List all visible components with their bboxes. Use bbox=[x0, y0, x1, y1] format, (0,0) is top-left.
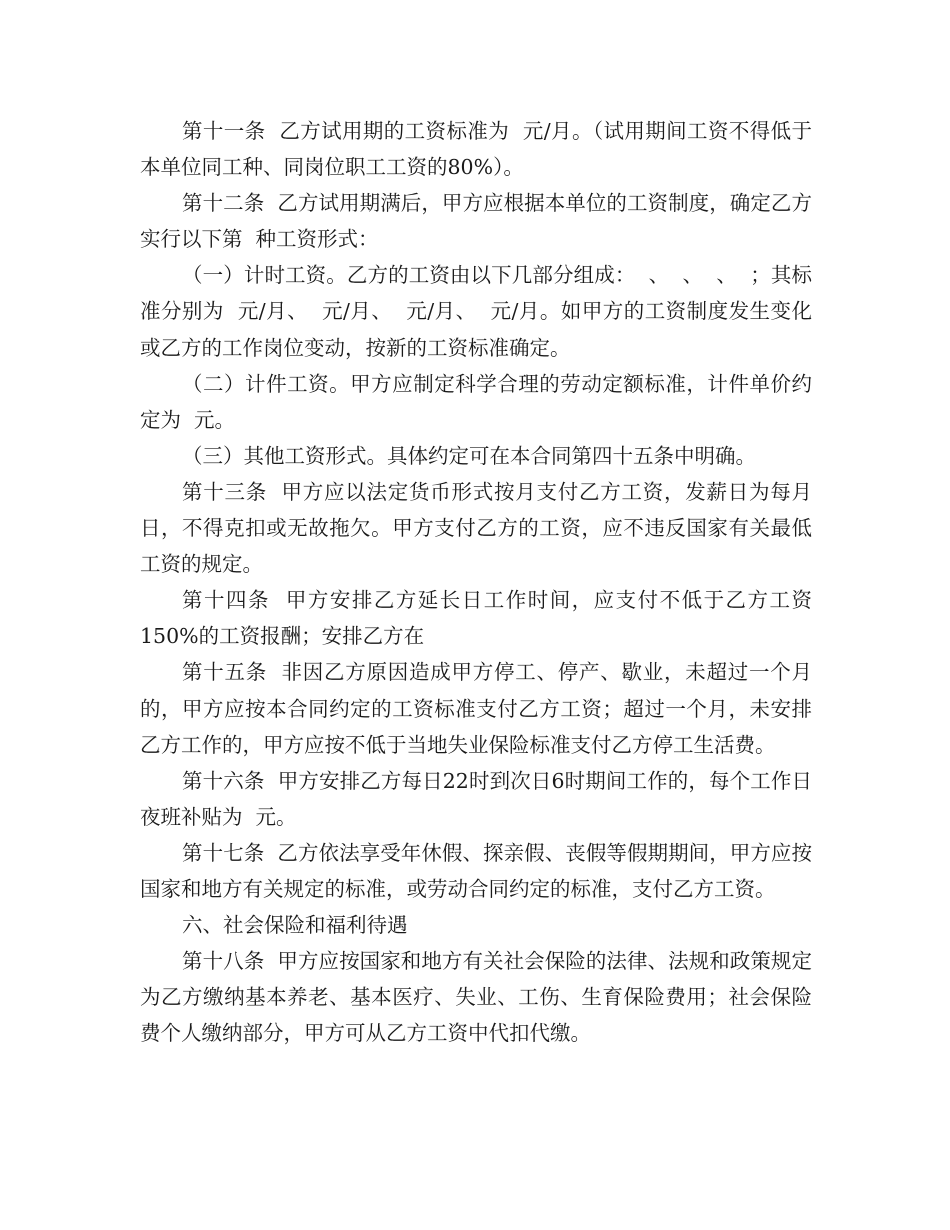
document-body bbox=[140, 113, 826, 1051]
section-heading-social-insurance: 六、社会保险和福利待遇 bbox=[182, 913, 408, 938]
article-11: 第十一条 乙方试用期的工资标准为 元/月。（试用期间工资不得低于本单位同工种、同岗位职工工资的80%）。 bbox=[140, 119, 812, 180]
article-15: 第十五条 非因乙方原因造成甲方停工、停产、歇业，未超过一个月的，甲方应按本合同约定的工资标准支付乙方工资；超过一个月，未安排乙方工作的，甲方应按不低于当地失业保险标准支付乙方停工生活费。 bbox=[140, 660, 812, 757]
article-14: 第十四条 甲方安排乙方延长日工作时间，应支付不低于乙方工资150%的工资报酬；安排乙方在 bbox=[140, 588, 812, 649]
clause-hourly-wage: （一）计时工资。乙方的工资由以下几部分组成： 、 、 、 ；其标准分别为 元/月、 元/月、 元/月、 元/月。如甲方的工资制度发生变化或乙方的工作岗位变动，按新的工资标准确定。 bbox=[140, 263, 812, 360]
article-12: 第十二条 乙方试用期满后，甲方应根据本单位的工资制度，确定乙方实行以下第 种工资形式： bbox=[140, 191, 812, 252]
article-17: 第十七条 乙方依法享受年休假、探亲假、丧假等假期期间，甲方应按国家和地方有关规定的标准，或劳动合同约定的标准，支付乙方工资。 bbox=[140, 840, 812, 901]
article-18: 第十八条 甲方应按国家和地方有关社会保险的法律、法规和政策规定为乙方缴纳基本养老、基本医疗、失业、工伤、生育保险费用；社会保险费个人缴纳部分，甲方可从乙方工资中代扣代缴。 bbox=[140, 949, 812, 1046]
article-16: 第十六条 甲方安排乙方每日22时到次日6时期间工作的，每个工作日夜班补贴为 元。 bbox=[140, 768, 812, 829]
article-13: 第十三条 甲方应以法定货币形式按月支付乙方工资，发薪日为每月 日，不得克扣或无故拖欠。甲方支付乙方的工资，应不违反国家有关最低工资的规定。 bbox=[140, 479, 826, 577]
clause-piece-wage: （二）计件工资。甲方应制定科学合理的劳动定额标准，计件单价约定为 元。 bbox=[140, 371, 812, 432]
clause-other-wage: （三）其他工资形式。具体约定可在本合同第四十五条中明确。 bbox=[182, 443, 756, 468]
